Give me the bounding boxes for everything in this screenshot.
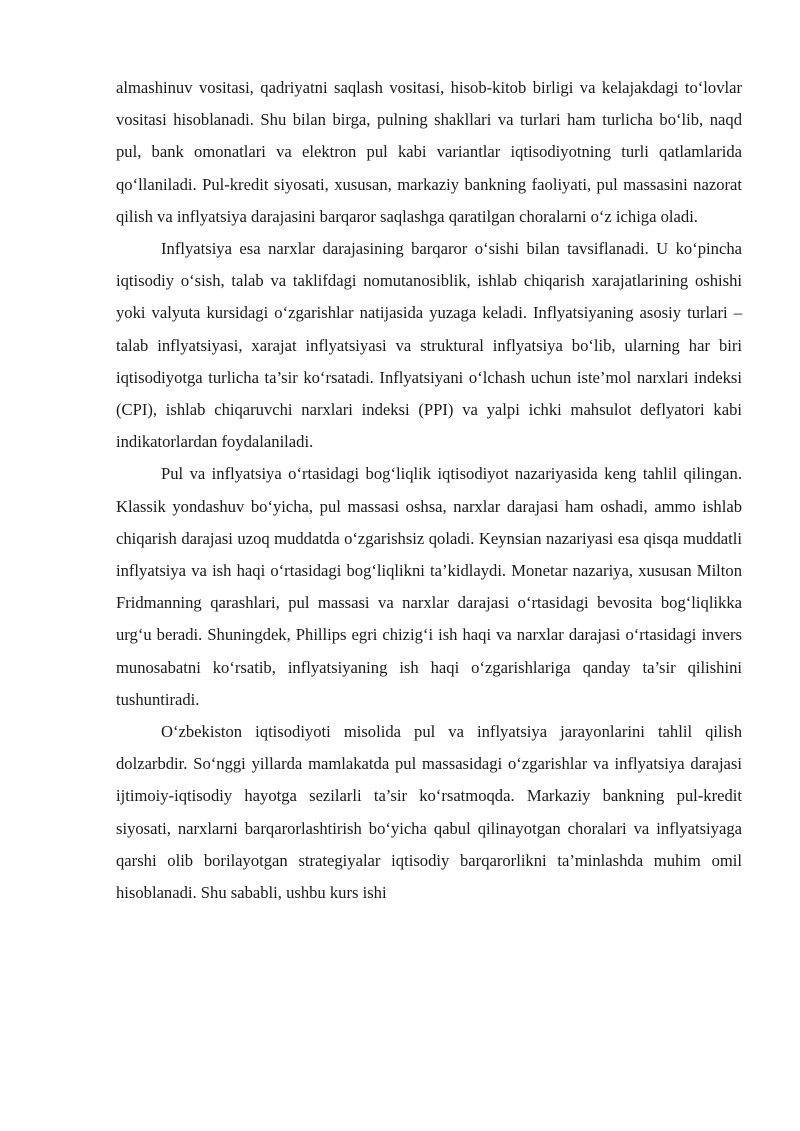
paragraph-3: Pul va inflyatsiya o‘rtasidagi bog‘liqlik iqtisodiyot nazariyasida keng tahlil qilingan. Klassik yondashuv bo‘yicha, pul massasi oshsa, narxlar darajasi ham oshadi, ammo ishlab chiqarish darajasi uzoq muddatda o‘zgarishsiz qoladi. Keynsian nazariyasi esa qisqa muddatli inflyatsiya va ish haqi o‘rtasidagi bog‘liqlikni ta’kidlaydi. Monetar nazariya, xususan Milton Fridmanning qarashlari, pul massasi va narxlar darajasi o‘rtasidagi bevosita bog‘liqlikka urg‘u beradi. Shuningdek, Phillips egri chizig‘i ish haqi va narxlar darajasi o‘rtasidagi invers munosabatni ko‘rsatib, inflyatsiyaning ish haqi o‘zgarishlariga qanday ta’sir qilishini tushuntiradi. xyxy=(116,464,742,709)
paragraph-2: Inflyatsiya esa narxlar darajasining barqaror o‘sishi bilan tavsiflanadi. U ko‘pincha iqtisodiy o‘sish, talab va taklifdagi nomutanosiblik, ishlab chiqarish xarajatlarining oshishi yoki valyuta kursidagi o‘zgarishlar natijasida yuzaga keladi. Inflyatsiyaning asosiy turlari – talab inflyatsiyasi, xarajat inflyatsiyasi va struktural inflyatsiya bo‘lib, ularning har biri iqtisodiyotga turlicha ta’sir ko‘rsatadi. Inflyatsiyani o‘lchash uchun iste’mol narxlari indeksi (CPI), ishlab chiqaruvchi narxlari indeksi (PPI) va yalpi ichki mahsulot deflyatori kabi indikatorlardan foydalaniladi. xyxy=(116,239,742,452)
paragraph-4: O‘zbekiston iqtisodiyoti misolida pul va inflyatsiya jarayonlarini tahlil qilish dolzarbdir. So‘nggi yillarda mamlakatda pul massasidagi o‘zgarishlar va inflyatsiya darajasi ijtimoiy-iqtisodiy hayotga sezilarli ta’sir ko‘rsatmoqda. Markaziy bankning pul-kredit siyosati, narxlarni barqarorlashtirish bo‘yicha qabul qilinayotgan choralari va inflyatsiyaga qarshi olib borilayotgan strategiyalar iqtisodiy barqarorlikni ta’minlashda muhim omil hisoblanadi. Shu sababli, ushbu kurs ishi xyxy=(116,722,742,903)
paragraph-1: almashinuv vositasi, qadriyatni saqlash vositasi, hisob-kitob birligi va kelajakdagi to‘lovlar vositasi hisoblanadi. Shu bilan birga, pulning shakllari va turlari ham turlicha bo‘lib, naqd pul, bank omonatlari va elektron pul kabi variantlar iqtisodiyotning turli qatlamlarida qo‘llaniladi. Pul-kredit siyosati, xususan, markaziy bankning faoliyati, pul massasini nazorat qilish va inflyatsiya darajasini barqaror saqlashga qaratilgan choralarni o‘z ichiga oladi. xyxy=(116,78,742,226)
document-page xyxy=(116,72,742,909)
